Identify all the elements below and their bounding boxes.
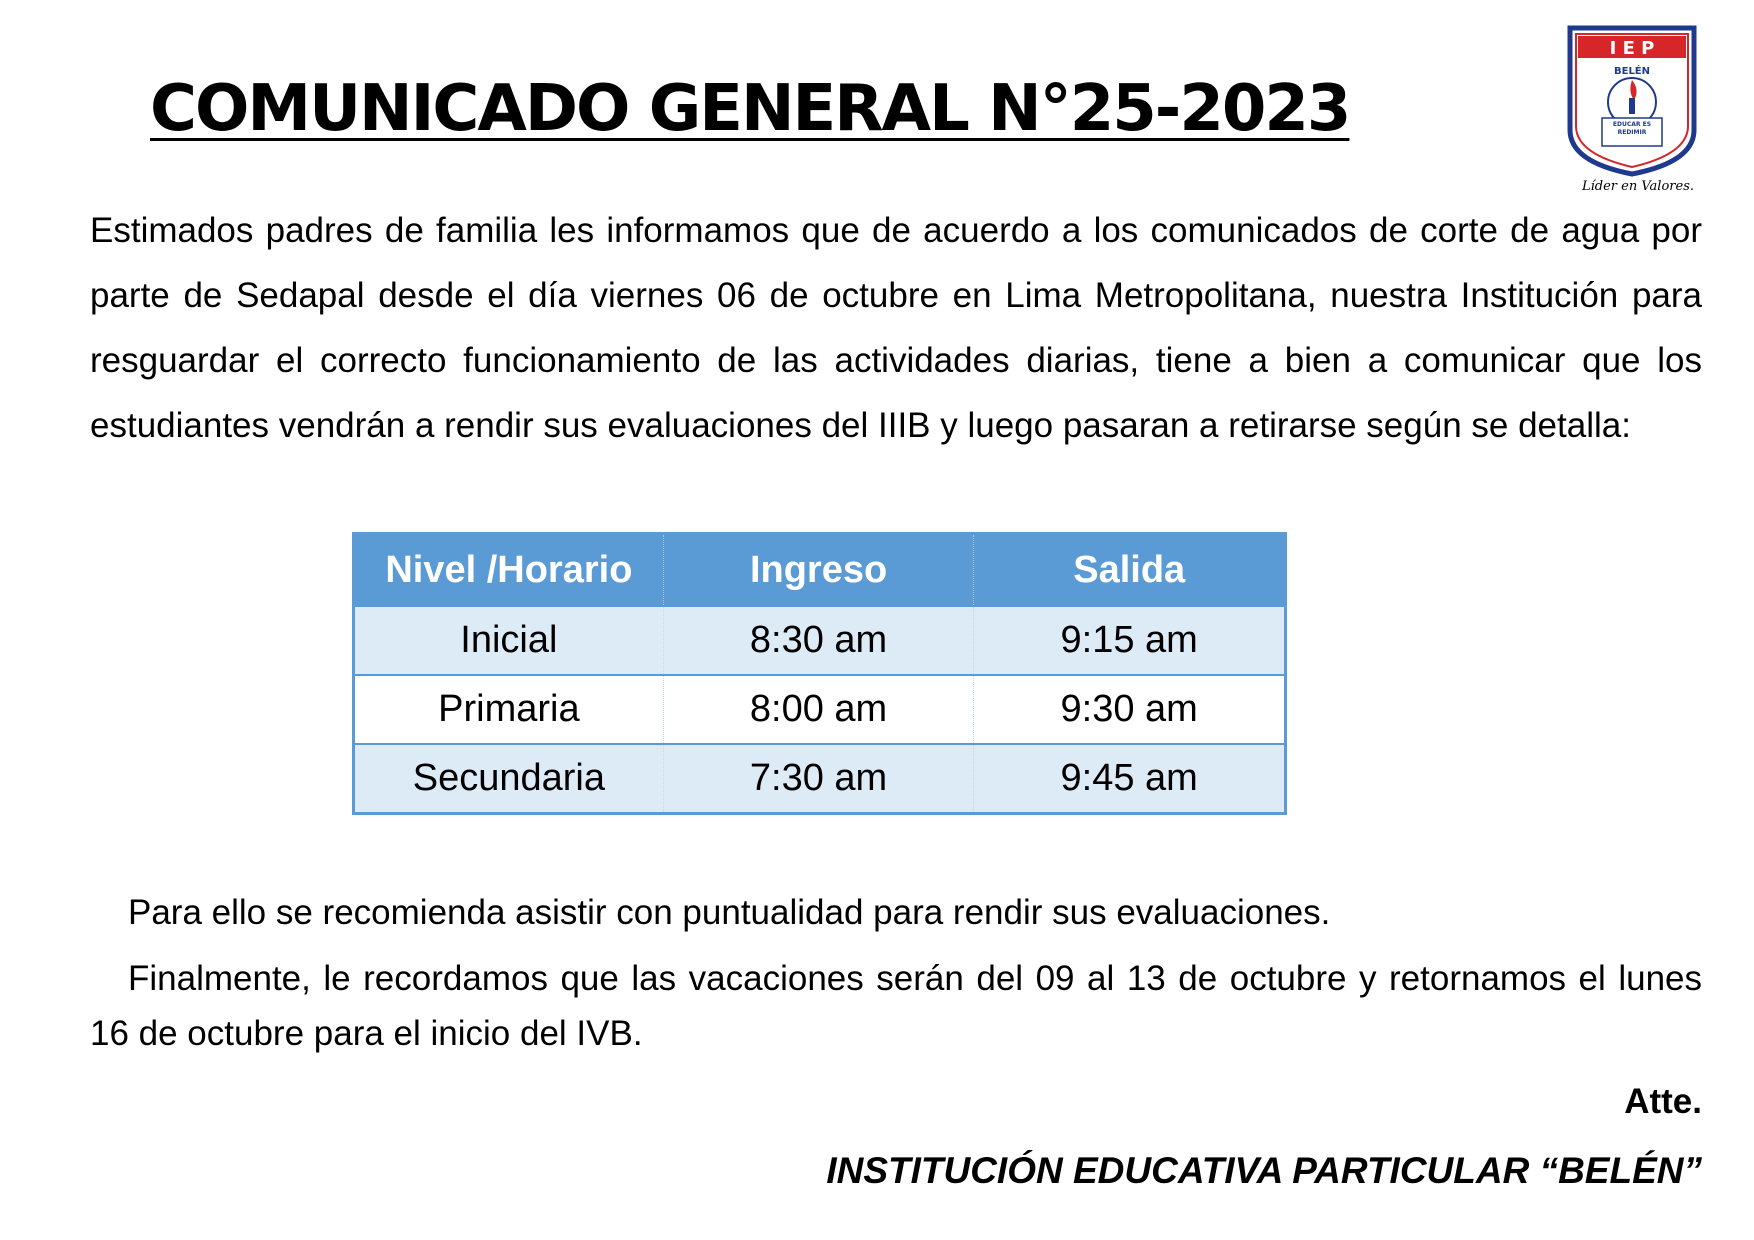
table-cell-level: Primaria bbox=[354, 675, 664, 744]
table-cell-ingreso: 7:30 am bbox=[663, 744, 974, 814]
table-cell-ingreso: 8:00 am bbox=[663, 675, 974, 744]
school-logo bbox=[1562, 22, 1702, 192]
torch-icon bbox=[1629, 98, 1635, 114]
shield-logo-icon bbox=[1562, 22, 1702, 192]
logo-top-text: I E P bbox=[1609, 38, 1655, 59]
logo-motto: EDUCAR ES REDIMIR bbox=[1612, 121, 1652, 136]
table-cell-salida: 9:45 am bbox=[974, 744, 1286, 814]
table-cell-salida: 9:30 am bbox=[974, 675, 1286, 744]
closing-text: Atte. bbox=[1624, 1082, 1702, 1121]
punctuality-paragraph: Para ello se recomienda asistir con puntualidad para rendir sus evaluaciones. bbox=[128, 893, 1331, 932]
table-cell-salida: 9:15 am bbox=[974, 606, 1286, 675]
header-nivel: Nivel /Horario bbox=[354, 534, 664, 607]
table-cell-ingreso: 8:30 am bbox=[663, 606, 974, 675]
schedule-table bbox=[352, 532, 1287, 815]
vacation-paragraph: Finalmente, le recordamos que las vacaciones serán del 09 al 13 de octubre y retornamos el lunes 16 de octubre para el inicio del IVB. bbox=[90, 959, 1702, 1053]
table-row-secundaria bbox=[354, 744, 1286, 814]
logo-name: BELÉN bbox=[1613, 66, 1651, 77]
table-header-row bbox=[354, 534, 1286, 607]
page-title: COMUNICADO GENERAL N°25-2023 bbox=[150, 72, 1350, 146]
header-salida: Salida bbox=[974, 534, 1286, 607]
table-row-inicial bbox=[354, 606, 1286, 675]
table-cell-level: Inicial bbox=[354, 606, 664, 675]
table-cell-level: Secundaria bbox=[354, 744, 664, 814]
logo-tagline: Líder en Valores. bbox=[1582, 179, 1694, 192]
signature-text: INSTITUCIÓN EDUCATIVA PARTICULAR “BELÉN” bbox=[826, 1150, 1702, 1191]
intro-paragraph: Estimados padres de familia les informamos que de acuerdo a los comunicados de corte de agua por parte de Sedapal desde el día viernes 06 de octubre en Lima Metropolitana, nuestra Institución para resguardar el correcto funcionamiento de las actividades diarias, tiene a bien a comunicar que los estudiantes vendrán a rendir sus evaluaciones del IIIB y luego pasaran a retirarse según se detalla: bbox=[90, 211, 1702, 445]
header-ingreso: Ingreso bbox=[663, 534, 974, 607]
table-row-primaria bbox=[354, 675, 1286, 744]
